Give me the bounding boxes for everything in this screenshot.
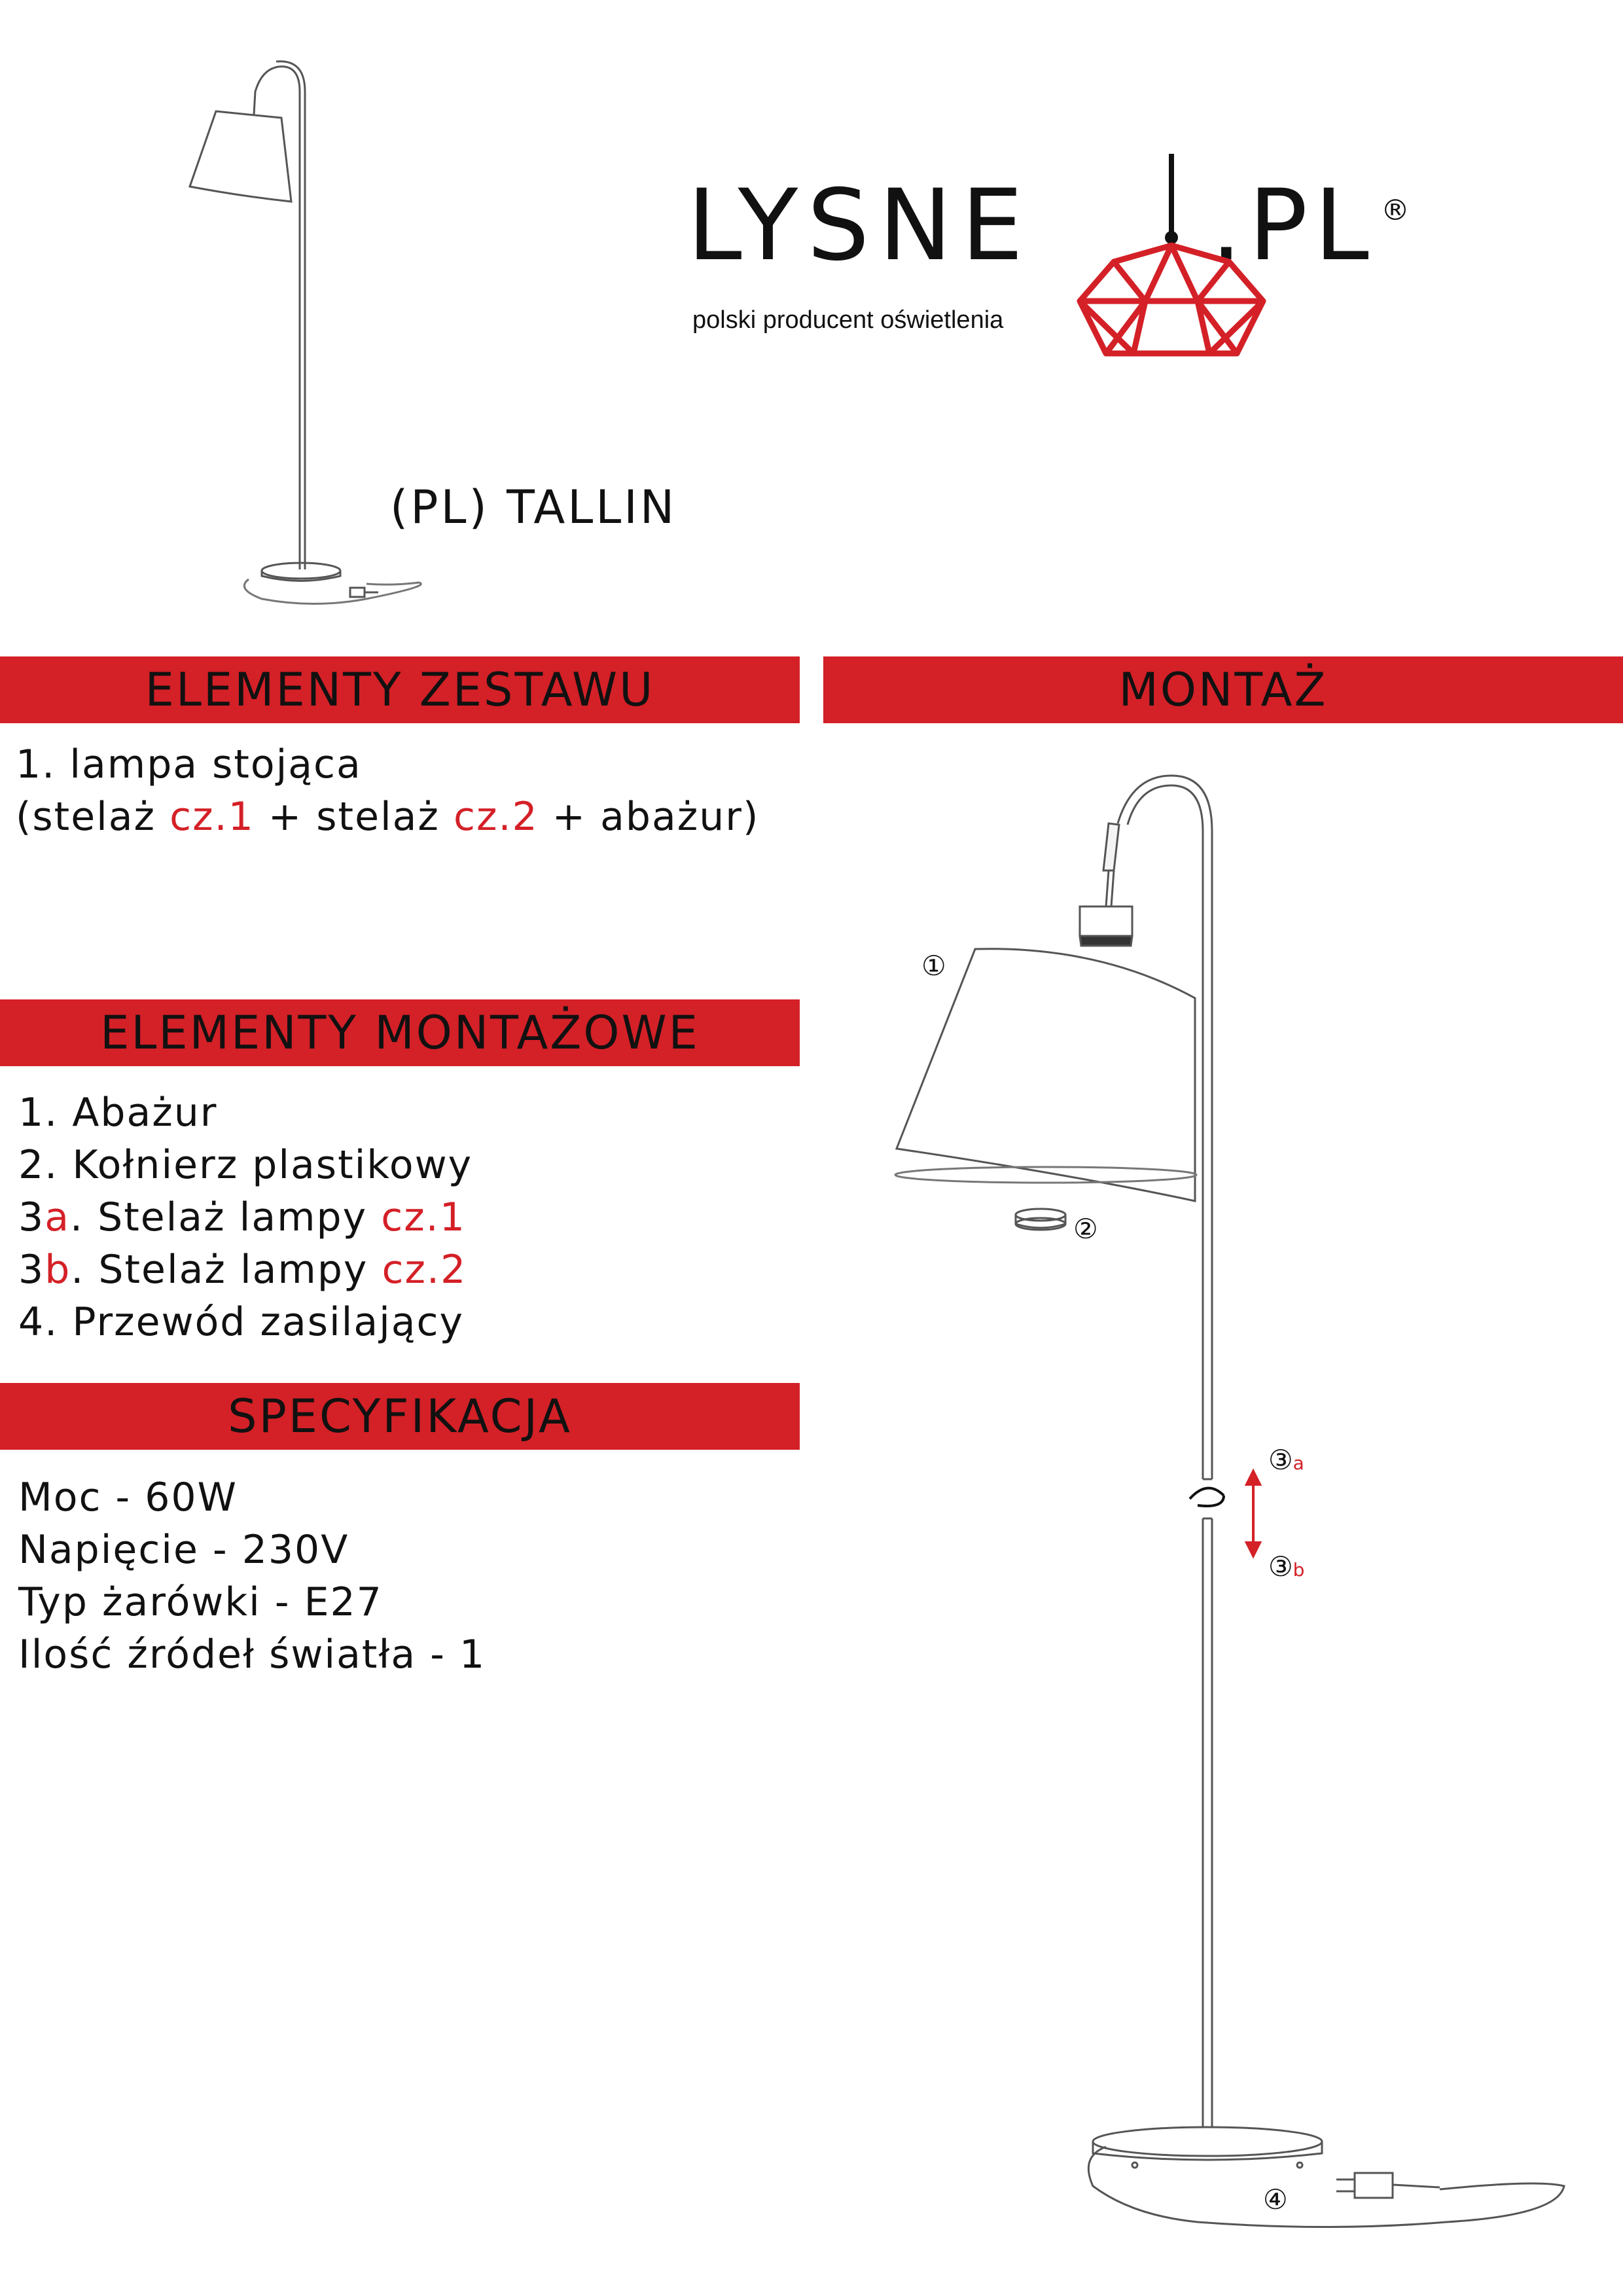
kit-contents-list [16, 738, 759, 843]
assembly-diagram [870, 772, 1623, 2296]
section-header-specification [0, 1383, 800, 1450]
spec-item: Napięcie - 230V [18, 1527, 349, 1573]
label-frame-a: ③a [1268, 1444, 1304, 1476]
vertical-adjust-arrow-icon [1247, 1471, 1260, 1556]
list-item: 1. lampa stojąca [16, 742, 362, 787]
assembly-parts-list [18, 1086, 473, 1348]
label-collar: ② [1073, 1213, 1098, 1245]
product-title: (PL) TALLIN [390, 480, 677, 534]
section-header-assembly [823, 656, 1623, 723]
pendant-lamp-logo-icon [1060, 154, 1283, 389]
section-title: MONTAŻ [1118, 663, 1328, 717]
lamp-shade [897, 949, 1195, 1201]
spec-item: Typ żarówki - E27 [18, 1579, 383, 1625]
section-title: ELEMENTY MONTAŻOWE [100, 1006, 700, 1060]
list-item: 3a. Stelaż lampy cz.1 [18, 1194, 466, 1240]
rotate-arrow-icon [1190, 1488, 1224, 1499]
plastic-collar [1016, 1209, 1065, 1230]
specification-list [18, 1471, 486, 1681]
lamp-base [1093, 2127, 1322, 2156]
section-title: SPECYFIKACJA [228, 1390, 572, 1443]
list-item: 3b. Stelaż lampy cz.2 [18, 1247, 467, 1293]
spec-item: Moc - 60W [18, 1475, 238, 1520]
list-item: 1. Abażur [18, 1090, 218, 1136]
list-item: 2. Kołnierz plastikowy [18, 1142, 473, 1188]
spec-item: Ilość źródeł światła - 1 [18, 1632, 486, 1677]
list-item: 4. Przewód zasilający [18, 1299, 465, 1345]
section-header-kit-contents [0, 656, 800, 723]
label-frame-b: ③b [1268, 1551, 1305, 1583]
bulb-socket [1080, 906, 1132, 936]
label-cable: ④ [1263, 2183, 1288, 2215]
brand-logo-domain: .PL [1211, 169, 1376, 283]
power-cable-plug [1355, 2173, 1393, 2198]
label-shade: ① [921, 950, 946, 982]
section-header-assembly-parts [0, 999, 800, 1066]
brand-tagline: polski producent oświetlenia [692, 306, 1004, 334]
registered-mark: ® [1381, 194, 1410, 227]
brand-logo-text: LYSNE [687, 169, 1033, 283]
list-item: (stelaż cz.1 + stelaż cz.2 + abażur) [16, 794, 760, 840]
section-title: ELEMENTY ZESTAWU [145, 663, 655, 717]
